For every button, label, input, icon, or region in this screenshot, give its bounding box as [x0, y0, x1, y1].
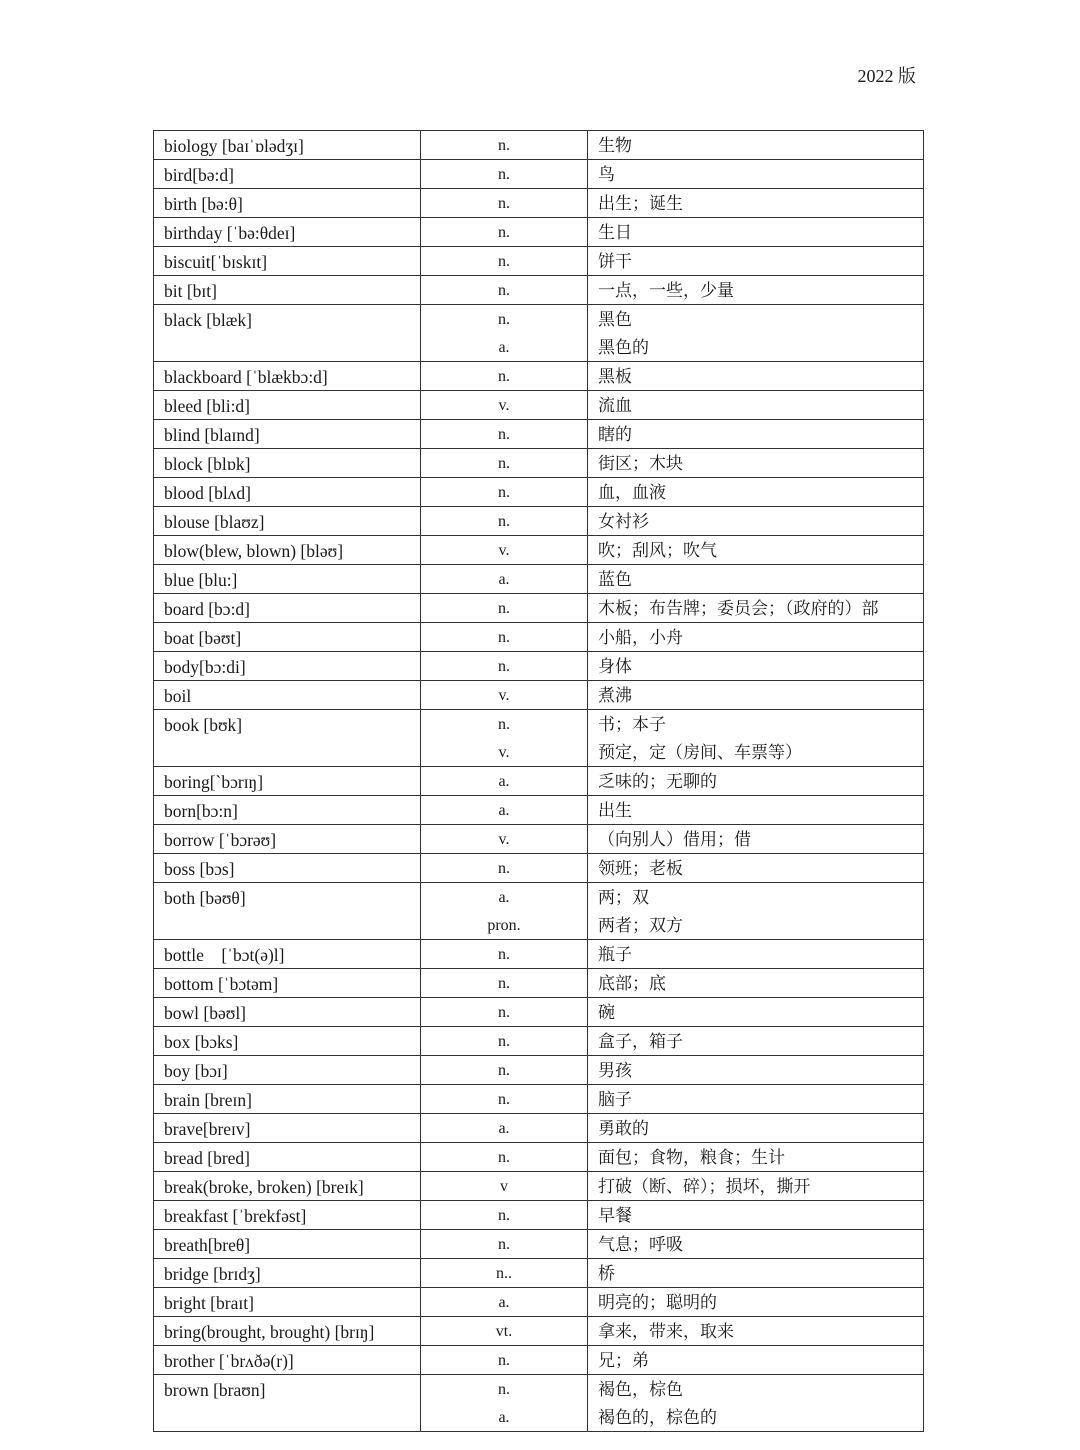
table-row [154, 1027, 924, 1056]
word-text: boy [bɔɪ] [164, 1061, 228, 1081]
meaning-text: 生物 [598, 136, 632, 156]
word-text: bird[bə:d] [164, 165, 234, 185]
part-of-speech-cell [421, 652, 588, 681]
part-of-speech-cell [421, 767, 588, 796]
table-row [154, 536, 924, 565]
meaning-cell [588, 218, 924, 247]
table-row [154, 247, 924, 276]
meaning-text: 小船，小舟 [598, 628, 683, 648]
part-of-speech-cell [421, 1056, 588, 1085]
part-of-speech-text: n. [498, 368, 510, 385]
part-of-speech-cell [421, 131, 588, 160]
part-of-speech-cell [421, 594, 588, 623]
table-row [154, 189, 924, 218]
word-cell [154, 1230, 421, 1259]
meaning-cell [588, 1259, 924, 1288]
word-cell [154, 1346, 421, 1375]
word-text: blood [blʌd] [164, 483, 252, 503]
word-text: black [blæk] [164, 310, 252, 330]
table-row [154, 681, 924, 710]
part-of-speech-text: v. [498, 744, 510, 761]
meaning-cell [588, 391, 924, 420]
meaning-text: 两；双 [598, 888, 649, 908]
part-of-speech-text: n. [498, 311, 510, 328]
word-cell [154, 652, 421, 681]
part-of-speech-cell [421, 276, 588, 305]
meaning-text: 底部；底 [598, 974, 666, 994]
part-of-speech-text: n. [498, 1352, 510, 1369]
word-cell [154, 362, 421, 391]
meaning-cell [588, 1114, 924, 1143]
meaning-text: 打破（断、碎）；损坏，撕开 [598, 1177, 811, 1197]
part-of-speech-text: v. [498, 542, 510, 559]
word-text: brother [ˈbrʌðə(r)] [164, 1351, 294, 1371]
word-cell [154, 1259, 421, 1288]
meaning-cell [588, 969, 924, 998]
part-of-speech-cell [421, 825, 588, 854]
part-of-speech-cell [421, 1259, 588, 1288]
meaning-text: 书；本子 [598, 715, 666, 735]
part-of-speech-cell [421, 536, 588, 565]
part-of-speech-text: n. [498, 426, 510, 443]
meaning-text: 褐色，棕色 [598, 1380, 683, 1400]
meaning-text: 面包；食物，粮食；生计 [598, 1148, 785, 1168]
table-row [154, 825, 924, 854]
meaning-cell [588, 883, 924, 940]
table-row [154, 1288, 924, 1317]
table-row [154, 940, 924, 969]
meaning-cell [588, 1317, 924, 1346]
word-text: blow(blew, blown) [bləʊ] [164, 541, 344, 561]
meaning-cell [588, 652, 924, 681]
table-row [154, 507, 924, 536]
meaning-cell [588, 1172, 924, 1201]
part-of-speech-cell [421, 565, 588, 594]
meaning-text: 出生 [598, 801, 632, 821]
meaning-cell [588, 998, 924, 1027]
table-row [154, 623, 924, 652]
meaning-cell [588, 1143, 924, 1172]
table-row [154, 276, 924, 305]
part-of-speech-text: n.. [496, 1265, 512, 1282]
word-cell [154, 767, 421, 796]
part-of-speech-cell [421, 1201, 588, 1230]
word-text: breath[breθ] [164, 1235, 251, 1255]
word-text: box [bɔks] [164, 1032, 239, 1052]
part-of-speech-cell [421, 710, 588, 767]
word-cell [154, 796, 421, 825]
meaning-text: 拿来，带来，取来 [598, 1322, 734, 1342]
word-cell [154, 1114, 421, 1143]
part-of-speech-text: v. [498, 831, 510, 848]
word-cell [154, 1056, 421, 1085]
part-of-speech-text: n. [498, 513, 510, 530]
table-row [154, 1375, 924, 1432]
meaning-cell [588, 478, 924, 507]
word-text: borrow [ˈbɔrəʊ] [164, 830, 277, 850]
word-text: boat [bəʊt] [164, 628, 242, 648]
part-of-speech-cell [421, 1172, 588, 1201]
word-cell [154, 969, 421, 998]
meaning-text: 木板；布告牌；委员会；（政府的）部 [598, 599, 879, 619]
word-cell [154, 825, 421, 854]
part-of-speech-cell [421, 449, 588, 478]
word-text: brain [breɪn] [164, 1090, 252, 1110]
part-of-speech-text: n. [498, 1207, 510, 1224]
word-text: break(broke, broken) [breɪk] [164, 1177, 364, 1197]
meaning-cell [588, 362, 924, 391]
table-row [154, 160, 924, 189]
part-of-speech-cell [421, 1375, 588, 1432]
word-text: blouse [blaʊz] [164, 512, 265, 532]
part-of-speech-text: n. [498, 195, 510, 212]
table-row [154, 131, 924, 160]
word-text: body[bɔ:di] [164, 657, 246, 677]
word-text: bit [bɪt] [164, 281, 217, 301]
meaning-cell [588, 854, 924, 883]
part-of-speech-text: n. [498, 484, 510, 501]
meaning-text: 女衬衫 [598, 512, 649, 532]
part-of-speech-text: a. [498, 571, 510, 588]
word-text: biology [baɪˈɒlədʒɪ] [164, 136, 304, 156]
meaning-text: 煮沸 [598, 686, 632, 706]
word-cell [154, 681, 421, 710]
word-cell [154, 536, 421, 565]
meaning-text: 碗 [598, 1003, 615, 1023]
word-cell [154, 710, 421, 767]
part-of-speech-cell [421, 218, 588, 247]
meaning-text: 出生；诞生 [598, 194, 683, 214]
word-text: brave[breɪv] [164, 1119, 251, 1139]
meaning-text: 身体 [598, 657, 632, 677]
meaning-text: 盒子，箱子 [598, 1032, 683, 1052]
meaning-text: （向别人）借用；借 [598, 830, 751, 850]
part-of-speech-cell [421, 681, 588, 710]
meaning-cell [588, 681, 924, 710]
part-of-speech-text: n. [498, 1033, 510, 1050]
table-row [154, 449, 924, 478]
meaning-cell [588, 1230, 924, 1259]
meaning-cell [588, 623, 924, 652]
table-row [154, 710, 924, 767]
part-of-speech-cell [421, 883, 588, 940]
word-text: blind [blaɪnd] [164, 425, 260, 445]
word-text: bleed [bli:d] [164, 396, 251, 416]
meaning-cell [588, 305, 924, 362]
part-of-speech-text: a. [498, 339, 510, 356]
word-text: breakfast [ˈbrekfəst] [164, 1206, 307, 1226]
part-of-speech-text: n. [498, 1149, 510, 1166]
part-of-speech-cell [421, 507, 588, 536]
meaning-cell [588, 940, 924, 969]
meaning-cell [588, 710, 924, 767]
word-cell [154, 1172, 421, 1201]
word-cell [154, 276, 421, 305]
meaning-text: 饼干 [598, 252, 632, 272]
meaning-cell [588, 160, 924, 189]
word-cell [154, 478, 421, 507]
table-row [154, 305, 924, 362]
table-row [154, 565, 924, 594]
meaning-text: 流血 [598, 396, 632, 416]
word-cell [154, 1317, 421, 1346]
table-row [154, 796, 924, 825]
meaning-text: 领班；老板 [598, 859, 683, 879]
word-cell [154, 247, 421, 276]
meaning-cell [588, 1027, 924, 1056]
part-of-speech-text: n. [498, 1091, 510, 1108]
meaning-cell [588, 536, 924, 565]
word-text: brown [braʊn] [164, 1380, 266, 1400]
word-text: bottle [ˈbɔt(ə)l] [164, 945, 285, 965]
word-text: biscuit[ˈbɪskɪt] [164, 252, 268, 272]
part-of-speech-cell [421, 1230, 588, 1259]
meaning-text: 瓶子 [598, 945, 632, 965]
meaning-text: 黑色 [598, 310, 632, 330]
part-of-speech-cell [421, 478, 588, 507]
part-of-speech-text: n. [498, 253, 510, 270]
part-of-speech-text: v. [498, 687, 510, 704]
word-text: bread [bred] [164, 1148, 250, 1168]
word-text: bright [braɪt] [164, 1293, 254, 1313]
word-cell [154, 305, 421, 362]
part-of-speech-text: a. [498, 773, 510, 790]
part-of-speech-text: n. [498, 629, 510, 646]
meaning-cell [588, 1375, 924, 1432]
meaning-text: 勇敢的 [598, 1119, 649, 1139]
table-row [154, 420, 924, 449]
meaning-cell [588, 507, 924, 536]
word-cell [154, 160, 421, 189]
word-text: blue [blu:] [164, 570, 238, 590]
table-row [154, 218, 924, 247]
part-of-speech-cell [421, 623, 588, 652]
meaning-text: 脑子 [598, 1090, 632, 1110]
part-of-speech-text: n. [498, 224, 510, 241]
meaning-text: 气息；呼吸 [598, 1235, 683, 1255]
word-text: bring(brought, brought) [brɪŋ] [164, 1322, 375, 1342]
word-text: bottom [ˈbɔtəm] [164, 974, 279, 994]
part-of-speech-text: n. [498, 282, 510, 299]
meaning-cell [588, 1056, 924, 1085]
meaning-text: 早餐 [598, 1206, 632, 1226]
part-of-speech-cell [421, 189, 588, 218]
part-of-speech-text: n. [498, 716, 510, 733]
word-cell [154, 1201, 421, 1230]
part-of-speech-cell [421, 160, 588, 189]
part-of-speech-text: a. [498, 1409, 510, 1426]
part-of-speech-cell [421, 1085, 588, 1114]
meaning-text: 预定，定（房间、车票等） [598, 743, 802, 763]
part-of-speech-text: n. [498, 975, 510, 992]
word-cell [154, 1288, 421, 1317]
part-of-speech-text: vt. [495, 1323, 513, 1340]
table-row [154, 1230, 924, 1259]
meaning-text: 瞎的 [598, 425, 632, 445]
word-cell [154, 391, 421, 420]
meaning-text: 褐色的，棕色的 [598, 1408, 717, 1428]
part-of-speech-cell [421, 305, 588, 362]
meaning-cell [588, 247, 924, 276]
meaning-text: 鸟 [598, 165, 615, 185]
part-of-speech-text: n. [498, 946, 510, 963]
table-row [154, 1346, 924, 1375]
part-of-speech-text: n. [498, 600, 510, 617]
part-of-speech-text: a. [498, 1120, 510, 1137]
word-cell [154, 449, 421, 478]
part-of-speech-text: n. [498, 166, 510, 183]
part-of-speech-text: pron. [487, 917, 521, 934]
table-row [154, 1085, 924, 1114]
table-row [154, 362, 924, 391]
table-row [154, 1201, 924, 1230]
table-row [154, 652, 924, 681]
part-of-speech-cell [421, 1317, 588, 1346]
meaning-text: 男孩 [598, 1061, 632, 1081]
word-cell [154, 623, 421, 652]
word-text: bowl [bəʊl] [164, 1003, 247, 1023]
word-cell [154, 998, 421, 1027]
word-text: board [bɔ:d] [164, 599, 251, 619]
word-cell [154, 594, 421, 623]
part-of-speech-cell [421, 940, 588, 969]
meaning-cell [588, 767, 924, 796]
part-of-speech-text: n. [498, 1004, 510, 1021]
part-of-speech-text: a. [498, 802, 510, 819]
part-of-speech-text: n. [498, 1381, 510, 1398]
table-row [154, 998, 924, 1027]
table-row [154, 1259, 924, 1288]
meaning-text: 一点，一些，少量 [598, 281, 734, 301]
part-of-speech-text: n. [498, 1062, 510, 1079]
meaning-text: 明亮的；聪明的 [598, 1293, 717, 1313]
word-cell [154, 189, 421, 218]
table-row [154, 478, 924, 507]
meaning-text: 桥 [598, 1264, 615, 1284]
table-row [154, 391, 924, 420]
meaning-cell [588, 189, 924, 218]
meaning-text: 蓝色 [598, 570, 632, 590]
meaning-text: 两者；双方 [598, 916, 683, 936]
word-text: boil [164, 686, 192, 706]
edition-label: 2022 版 [857, 66, 916, 86]
word-text: block [blɒk] [164, 454, 251, 474]
meaning-text: 黑板 [598, 367, 632, 387]
meaning-cell [588, 420, 924, 449]
part-of-speech-text: v [500, 1178, 508, 1195]
meaning-cell [588, 131, 924, 160]
meaning-text: 血，血液 [598, 483, 666, 503]
part-of-speech-cell [421, 247, 588, 276]
meaning-text: 乏味的；无聊的 [598, 772, 717, 792]
table-row [154, 594, 924, 623]
meaning-cell [588, 1201, 924, 1230]
table-row [154, 1143, 924, 1172]
part-of-speech-cell [421, 998, 588, 1027]
part-of-speech-text: n. [498, 1236, 510, 1253]
part-of-speech-cell [421, 1027, 588, 1056]
word-cell [154, 131, 421, 160]
word-cell [154, 507, 421, 536]
meaning-text: 兄；弟 [598, 1351, 649, 1371]
part-of-speech-cell [421, 420, 588, 449]
word-cell [154, 1085, 421, 1114]
meaning-cell [588, 449, 924, 478]
table-row [154, 883, 924, 940]
word-cell [154, 854, 421, 883]
part-of-speech-text: n. [498, 137, 510, 154]
meaning-cell [588, 1085, 924, 1114]
word-cell [154, 1027, 421, 1056]
meaning-text: 生日 [598, 223, 632, 243]
word-cell [154, 940, 421, 969]
word-text: boss [bɔs] [164, 859, 235, 879]
part-of-speech-text: n. [498, 658, 510, 675]
table-row [154, 1114, 924, 1143]
meaning-cell [588, 276, 924, 305]
part-of-speech-cell [421, 854, 588, 883]
part-of-speech-cell [421, 969, 588, 998]
meaning-text: 黑色的 [598, 338, 649, 358]
part-of-speech-cell [421, 362, 588, 391]
word-cell [154, 1375, 421, 1432]
vocabulary-table [153, 130, 924, 1432]
word-text: blackboard [ˈblækbɔ:d] [164, 367, 328, 387]
part-of-speech-text: n. [498, 455, 510, 472]
table-row [154, 767, 924, 796]
word-cell [154, 218, 421, 247]
word-text: birth [bə:θ] [164, 194, 243, 214]
word-cell [154, 1143, 421, 1172]
meaning-text: 吹；刮风；吹气 [598, 541, 717, 561]
meaning-cell [588, 565, 924, 594]
meaning-cell [588, 796, 924, 825]
table-row [154, 969, 924, 998]
table-row [154, 1317, 924, 1346]
part-of-speech-text: n. [498, 860, 510, 877]
part-of-speech-text: v. [498, 397, 510, 414]
part-of-speech-text: a. [498, 889, 510, 906]
word-text: both [bəʊθ] [164, 888, 246, 908]
word-text: birthday [ˈbə:θdeɪ] [164, 223, 296, 243]
part-of-speech-text: a. [498, 1294, 510, 1311]
table-row [154, 1056, 924, 1085]
part-of-speech-cell [421, 1143, 588, 1172]
word-cell [154, 883, 421, 940]
word-cell [154, 420, 421, 449]
word-text: born[bɔ:n] [164, 801, 238, 821]
part-of-speech-cell [421, 391, 588, 420]
part-of-speech-cell [421, 1288, 588, 1317]
meaning-text: 街区；木块 [598, 454, 683, 474]
word-text: boring[ˋbɔrɪŋ] [164, 772, 264, 792]
table-row [154, 854, 924, 883]
meaning-cell [588, 1288, 924, 1317]
word-cell [154, 565, 421, 594]
word-text: book [bʊk] [164, 715, 243, 735]
part-of-speech-cell [421, 796, 588, 825]
part-of-speech-cell [421, 1114, 588, 1143]
part-of-speech-cell [421, 1346, 588, 1375]
vocabulary-table-body [154, 131, 924, 1432]
word-text: bridge [brɪdʒ] [164, 1264, 261, 1284]
meaning-cell [588, 825, 924, 854]
meaning-cell [588, 594, 924, 623]
table-row [154, 1172, 924, 1201]
meaning-cell [588, 1346, 924, 1375]
